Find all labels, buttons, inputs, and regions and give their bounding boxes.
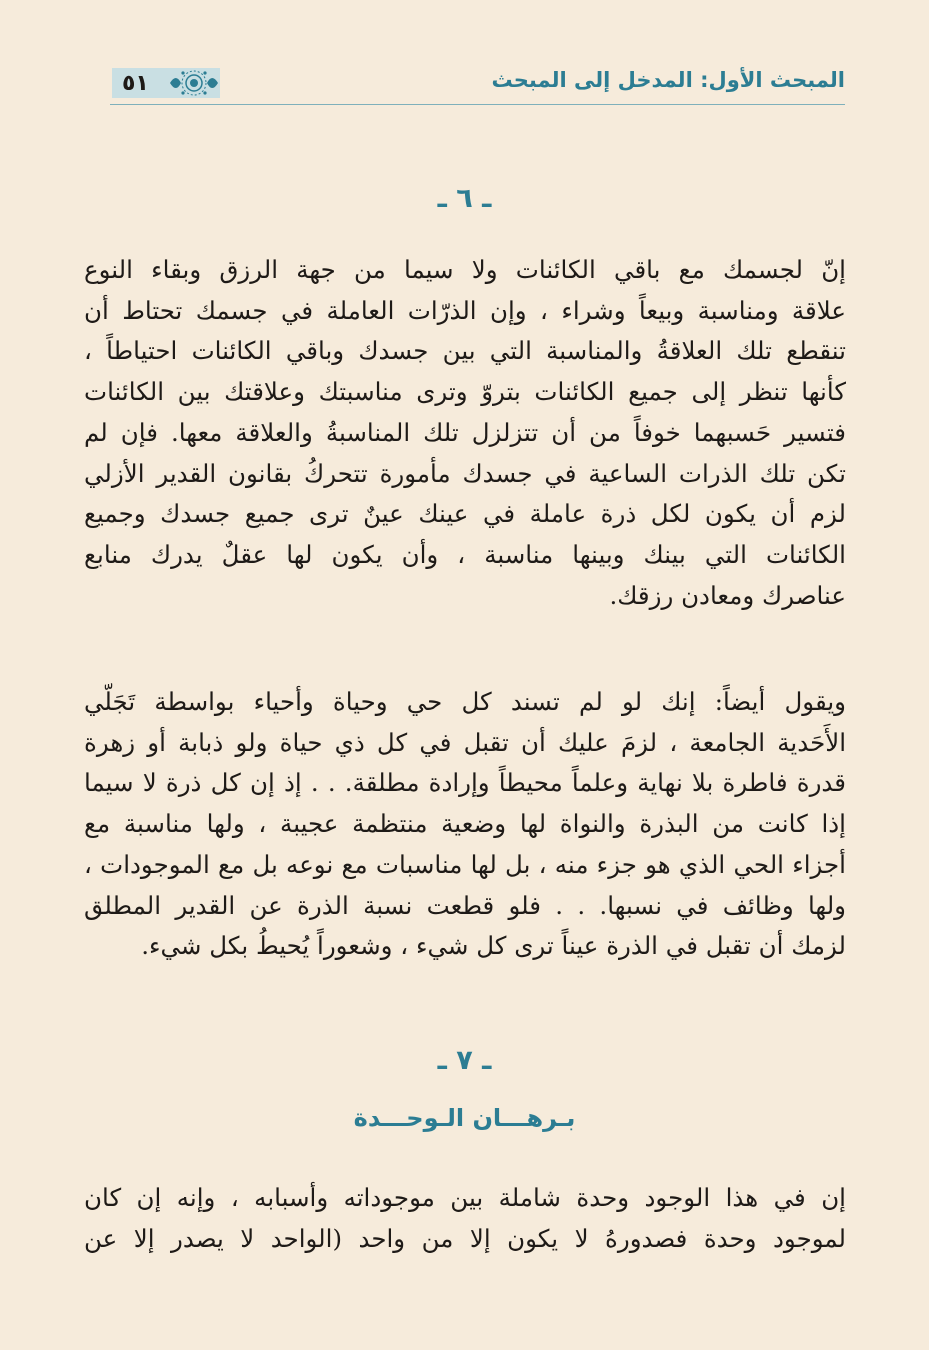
paragraph-3 [84,1178,846,1259]
text-line: أجزاء الحي الذي هو جزء منه ، بل لها مناسبات مع نوعه بل مع الموجودات ، [84,849,846,879]
text-line: الكائنات التي بينك وبينها مناسبة ، وأن يكون لها عقلٌ يدرك منابع [84,539,846,569]
text-line: لزمك أن تقبل في الذرة عيناً ترى كل شيء ، وشعوراً يُحيطُ بكل شيء. [141,931,846,961]
section-number-7: ـ ٧ ـ [437,1045,492,1076]
paragraph-1 [84,250,846,616]
text-line: لموجود وحدة فصدورهُ لا يكون إلا من واحد (الواحد لا يصدر إلا عن [84,1223,846,1253]
text-line: الأَحَدية الجامعة ، لزمَ عليك أن تقبل في كل ذي حياة ولو ذبابة أو زهرة [84,727,846,757]
page-header [110,60,845,105]
text-line: فتسير حَسبهما خوفاً من أن تتزلزل تلك المناسبةُ والعلاقة معها. فإن لم [84,417,846,447]
page-number-box [112,68,220,98]
text-line: تنقطع تلك العلاقةُ والمناسبة التي بين جسدك وباقي الكائنات احتياطاً ، [84,336,846,366]
text-line: إن في هذا الوجود وحدة شاملة بين موجوداته وأسبابه ، وإنه إن كان [84,1183,846,1212]
section-heading: بـرهـــان الـوحـــدة [353,1104,576,1132]
section-number-6: ـ ٦ ـ [437,183,492,214]
text-line: إذا كانت من البذرة والنواة لها وضعية منتظمة عجيبة ، ولها مناسبة مع [84,809,846,839]
running-title: المبحث الأول: المدخل إلى المبحث [491,68,845,92]
page-number: ٥١ [122,71,149,96]
text-line: عناصرك ومعادن رزقك. [609,580,846,610]
text-line: إنّ لجسمك مع باقي الكائنات ولا سيما من جهة الرزق وبقاء النوع [84,255,846,284]
text-line: علاقة ومناسبة وبيعاً وشراء ، وإن الذرّات العاملة في جسمك تحتاط أن [84,295,846,325]
text-line: ولها وظائف في نسبها. . . فلو قطعت نسبة الذرة عن القدير المطلق [84,890,846,920]
text-line: قدرة فاطرة بلا نهاية وعلماً محيطاً وإرادة مطلقة. . . إذ إن كل ذرة لا سيما [84,768,846,798]
text-line: تكن تلك الذرات الساعية في جسدك مأمورة تتحركُ بقانون القدير الأزلي [84,458,846,488]
text-line: ويقول أيضاً: إنك لو لم تسند كل حي وحياة وأحياء بواسطة تَجَلّي [84,687,846,716]
text-line: كأنها تنظر إلى جميع الكائنات بتروّ وترى مناسبتك وعلاقتك بين الكائنات [84,377,846,407]
text-line: لزم أن يكون لكل ذرة عاملة في عينك عينٌ ترى جميع جسدك وجميع [84,499,846,529]
floral-ornament-icon [168,68,220,98]
paragraph-2 [84,682,846,967]
